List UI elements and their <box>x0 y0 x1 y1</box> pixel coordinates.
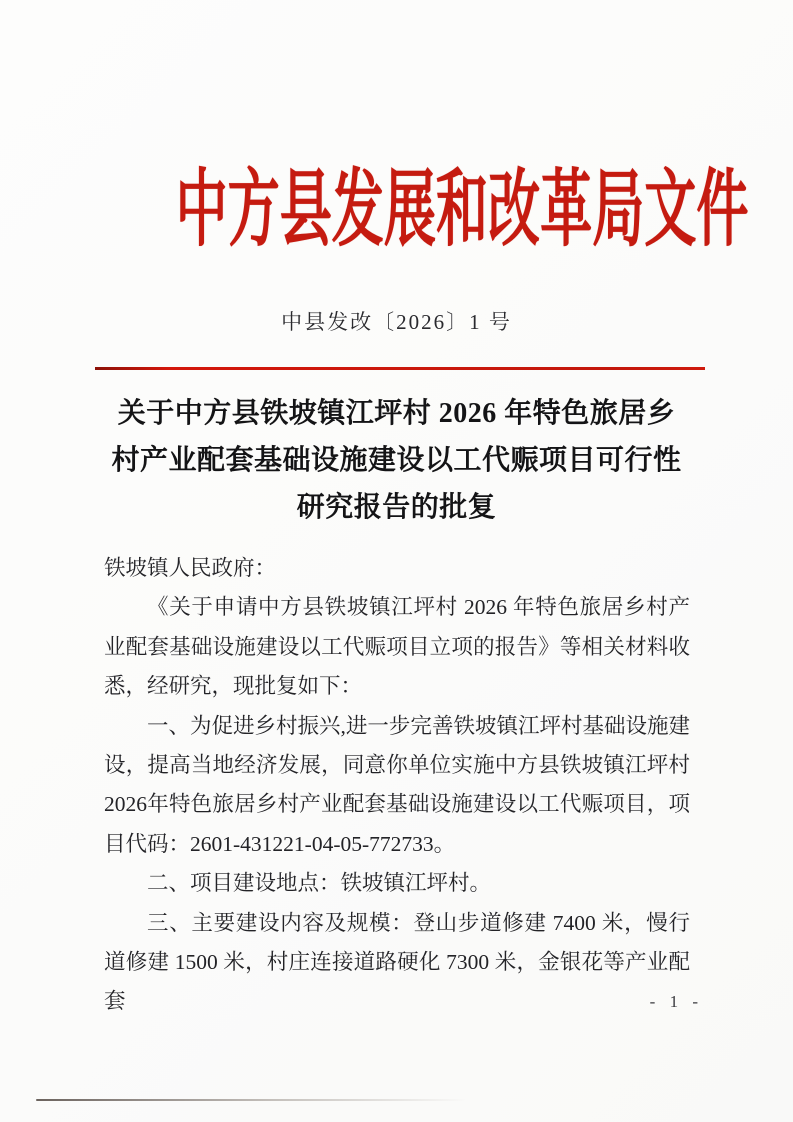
body-paragraph-1: 《关于申请中方县铁坡镇江坪村 2026 年特色旅居乡村产业配套基础设施建设以工代赈项目立项的报告》等相关材料收悉，经研究，现批复如下： <box>104 595 690 699</box>
body-paragraph-2: 一、为促进乡村振兴,进一步完善铁坡镇江坪村基础设施建设，提高当地经济发展，同意你单位实施中方县铁坡镇江坪村2026年特色旅居乡村产业配套基础设施建设以工代赈项目，项目代码：2601-431221-04-05-772733。 <box>104 713 690 856</box>
body-paragraph-4: 三、主要建设内容及规模：登山步道修建 7400 米，慢行道修建 1500 米，村庄连接道路硬化 7300 米，金银花等产业配套 <box>104 910 690 1014</box>
document-title-line-3: 研究报告的批复 <box>296 492 497 523</box>
page-number: - 1 - <box>649 992 703 1011</box>
document-number: 中县发改〔2026〕1 号 <box>281 310 512 334</box>
body-paragraph-3: 二、项目建设地点：铁坡镇江坪村。 <box>147 871 492 896</box>
document-title-line-2: 村产业配套基础设施建设以工代赈项目可行性 <box>111 445 682 476</box>
salutation: 铁坡镇人民政府： <box>104 556 277 580</box>
red-divider-line <box>95 367 705 370</box>
agency-letterhead-text: 中方县发展和改革局文件 <box>175 164 749 257</box>
scan-edge-artifact <box>36 1099 466 1101</box>
document-body <box>104 549 690 1022</box>
document-title <box>56 390 737 531</box>
document-title-line-1: 关于中方县铁坡镇江坪村 2026 年特色旅居乡 <box>117 398 676 429</box>
agency-letterhead <box>0 163 793 260</box>
